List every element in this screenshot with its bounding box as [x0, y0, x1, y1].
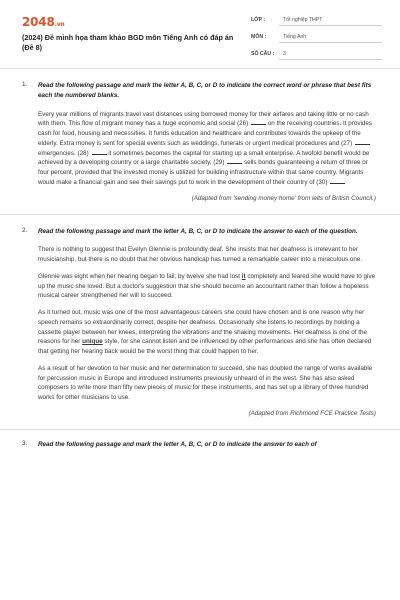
page-header: [0, 0, 400, 69]
blank-28: [92, 149, 107, 155]
meta-label-subject: MÔN :: [251, 34, 267, 40]
passage-paragraph: [38, 308, 376, 357]
passage-text: As it turned out, music was one of the most advantageous careers she could have chosen and is one reason why her speech remains so extraordinarily correct, despite her deafness. Occasionally she listens to recordings by holding a cassette player between her knees, interpreting the vibrations and the shaking movements. Her deafness is one of the reasons for her: [38, 309, 368, 346]
question-number: 2.: [22, 226, 28, 234]
question-number: 3.: [22, 439, 28, 447]
blank-30: [330, 178, 345, 184]
site-logo[interactable]: [22, 15, 64, 29]
passage-text: it sometimes becomes the capital for starting up a small enterprise. A twofold benefit would be achieved by a developing country or a large charitable society, (29): [38, 149, 370, 167]
passage-text: Glennie was eight when her hearing began to fail; by twelve she had lost: [38, 272, 240, 280]
blank-27: [355, 139, 370, 145]
meta-value-subject: Tiếng Anh: [279, 32, 382, 43]
logo-suffix: .vn: [54, 21, 65, 28]
question-item: [0, 215, 400, 430]
passage-source: (Adapted from Richmond FCE Practice Tests): [248, 409, 376, 417]
passage-text: style, for she cannot listen and be influenced by other performances and she has often declared that getting her hearing back would be the worst thing that could happen to her.: [38, 338, 372, 355]
passage-source: (Adapted from 'sending money home' from ielts of British Council.): [191, 194, 376, 202]
question-item: [0, 430, 400, 450]
underlined-word-unique: unique: [82, 338, 103, 346]
meta-value-class: Tốt nghiệp THPT: [279, 15, 382, 26]
passage-text: Every year millions of migrants travel vast distances using borrowed money for their airfares and taking little or no cash with them. This flow of migrant money has a huge economic and social (26): [38, 110, 369, 128]
passage-text: completely and feared she would have to give up the music she loved. But a doctor's suggestion that she should become an accountant rather than follow a hopeless musical career strengthened her will to succeed.: [38, 272, 376, 300]
passage-paragraph: There is nothing to suggest that Evelyn Glennie is profoundly deaf. She insists that her deafness is irrelevant to her musicianship, but there is no doubt that her obvious handicap has turned a remarkable career into a miraculous one.: [38, 246, 363, 263]
passage-text: sells bonds guaranteeing a return of three or four percent, provided that the invested money is utilized for building infrastructure within that same country. Migrants would make a financial gain and see their savings put to work in the development of their country of (30): [38, 159, 368, 186]
question-list: [0, 69, 400, 459]
meta-label-class: LỚP :: [251, 17, 266, 23]
meta-row-subject: [251, 31, 381, 48]
meta-label-count: SỐ CÂU :: [251, 51, 275, 57]
passage-paragraph: [38, 110, 376, 188]
passage-text: emergencies. (28): [38, 149, 89, 157]
passage-paragraph: As a result of her devotion to her music and her determination to succeed, she has doubled the range of works available for percussion music in Europe and introduced instruments previously unheard of in the west. She has also asked composers to write more than fifty new pieces of music for these instruments, and has set up a library of three hundred works for other musicians to use.: [38, 364, 373, 401]
meta-row-class: [251, 14, 381, 31]
question-item: [0, 69, 400, 215]
meta-value-count: 3: [279, 49, 382, 60]
meta-row-count: [251, 48, 381, 65]
blank-26: [251, 119, 266, 125]
passage-text: on the receiving countries. It provides cash for food, housing and necessities. It funds education and healthcare and contributes towards the upkeep of the elderly. Extra money is sent for special events such as weddings, funerals or urgent medical procedures and (27): [38, 120, 373, 147]
question-number: 1.: [22, 81, 28, 88]
document-title: (2024) Đề minh họa tham khảo BGD môn Tiếng Anh có đáp án (Đề 8): [22, 33, 234, 53]
question-instruction: Read the following passage and mark the letter A, B, C, or D to indicate the answer to each of: [38, 440, 317, 448]
logo-text: 2048: [22, 15, 55, 29]
blank-29: [227, 158, 242, 164]
document-meta: [251, 14, 381, 65]
question-instruction: Read the following passage and mark the letter A, B, C, or D to indicate the answer to each of the question.: [38, 227, 358, 235]
underlined-word-it: it: [241, 272, 246, 280]
question-instruction: Read the following passage and mark the letter A, B, C, or D to indicate the correct word or phrase that best fits each the numbered blanks.: [38, 82, 372, 99]
passage-paragraph: [38, 272, 376, 301]
